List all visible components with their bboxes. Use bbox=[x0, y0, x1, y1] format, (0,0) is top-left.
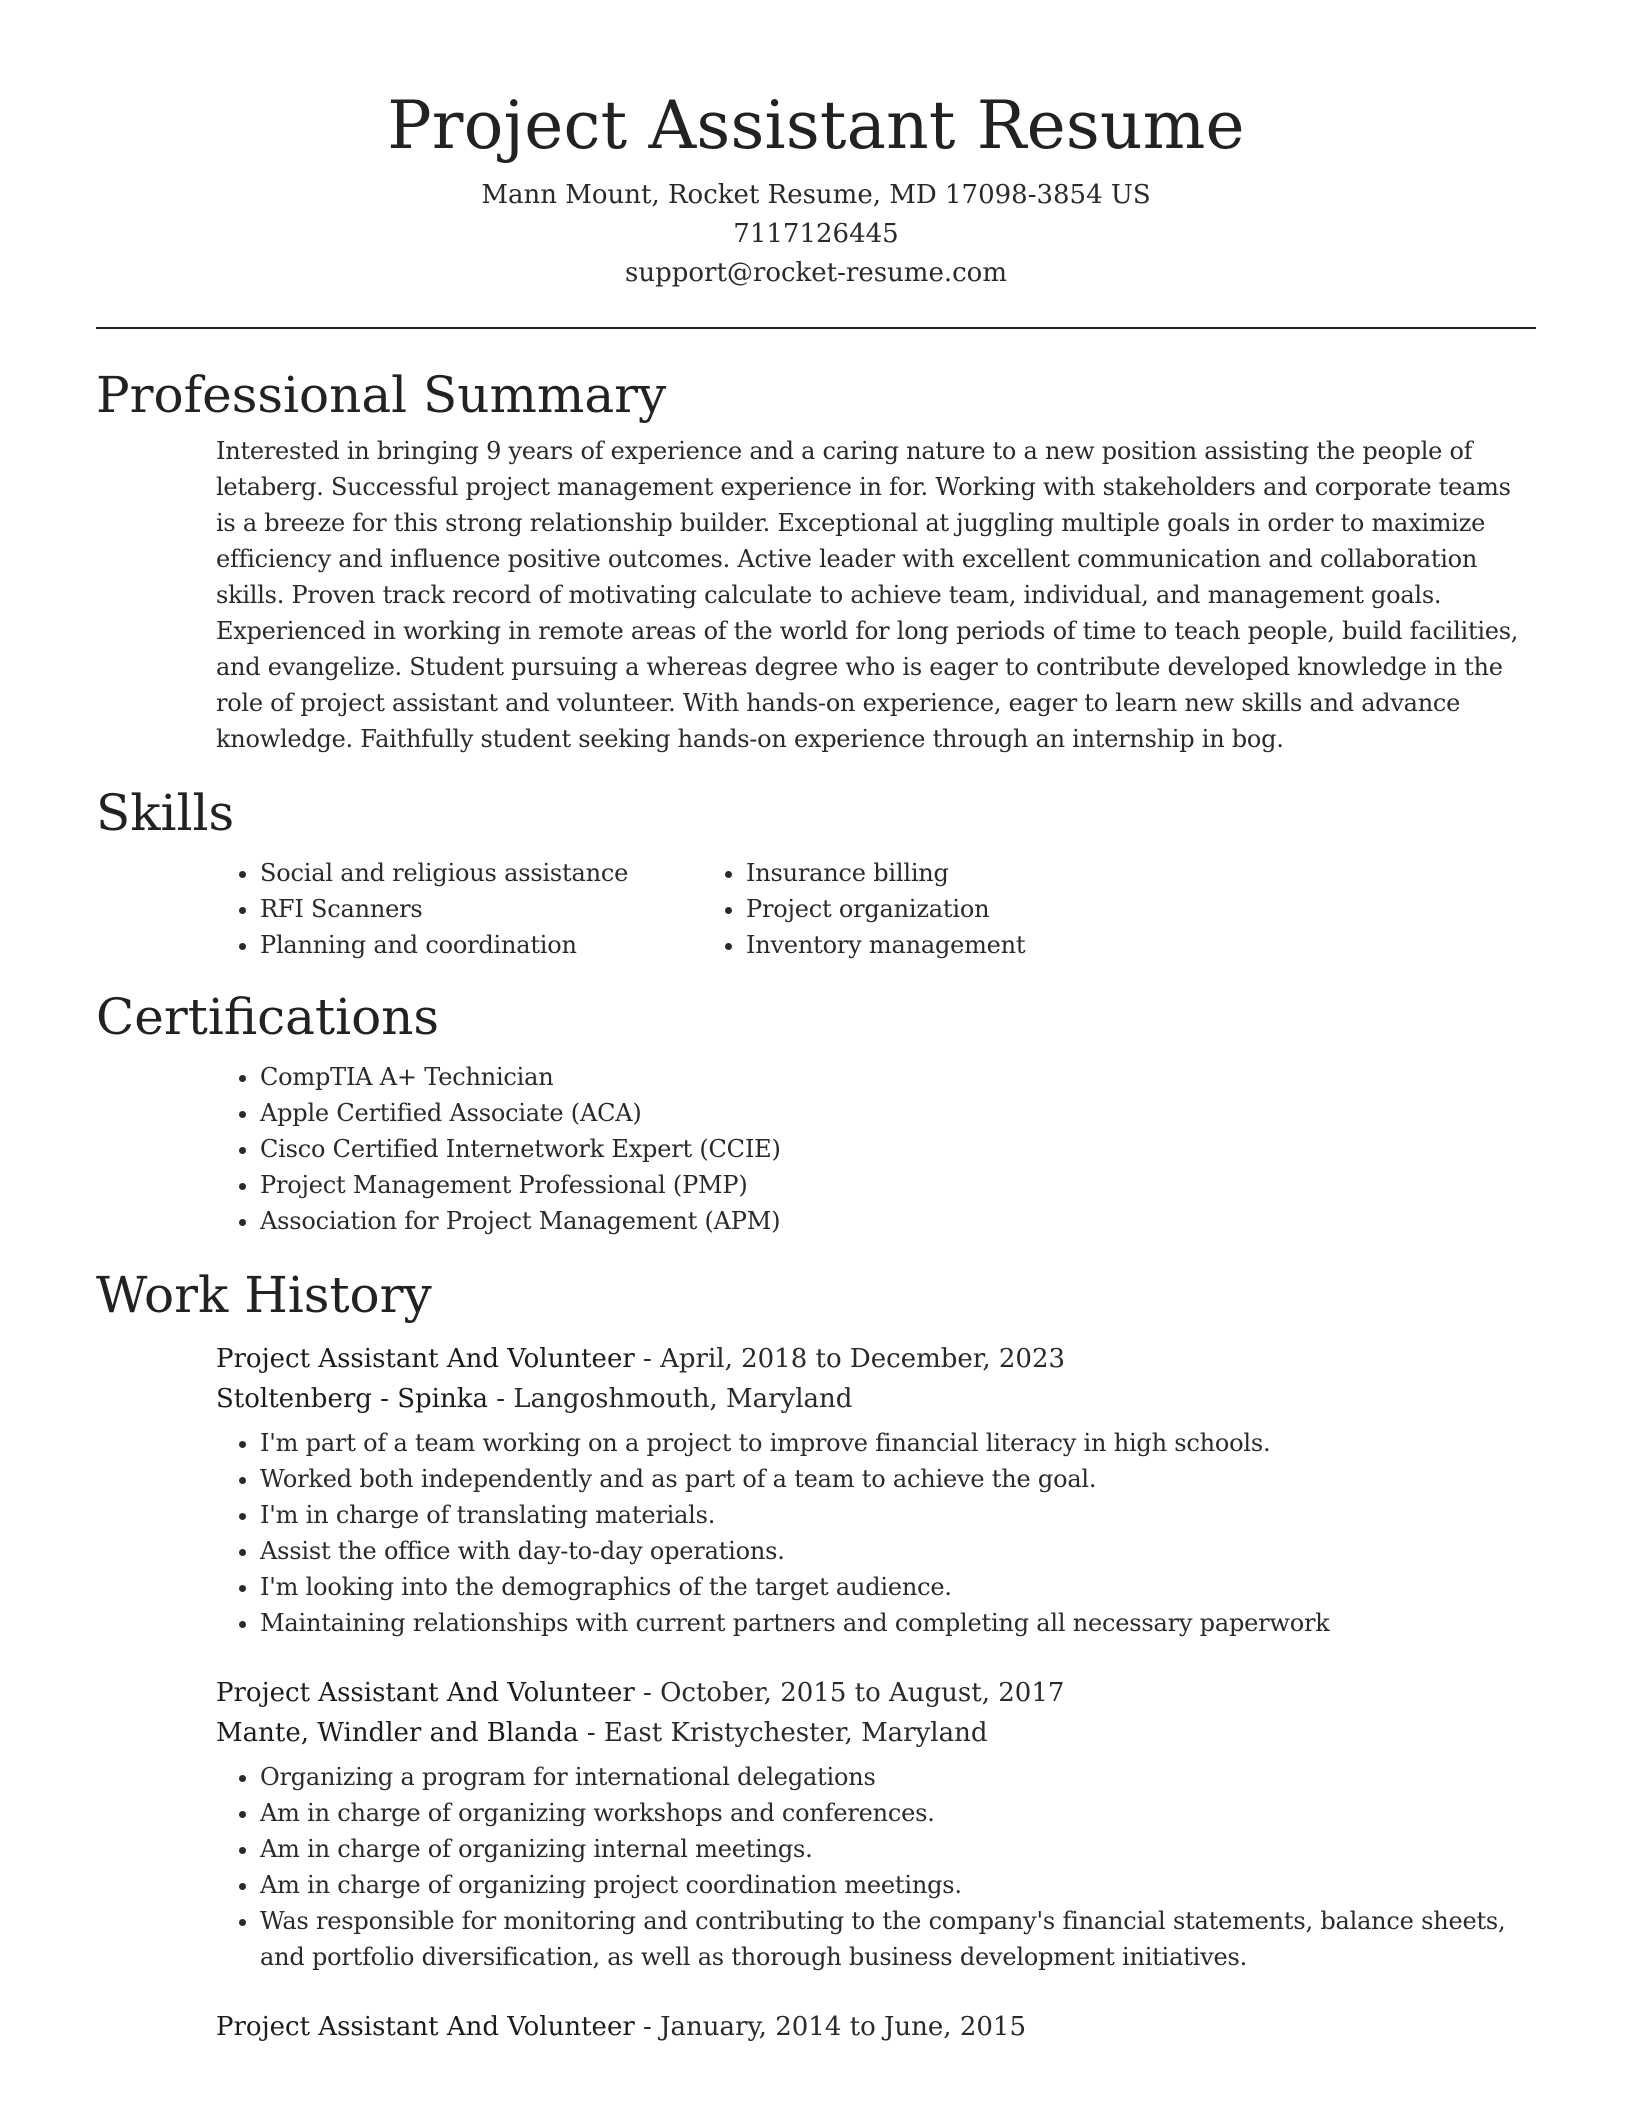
job-company: Mante, Windler and Blanda bbox=[216, 1718, 579, 1748]
job-bullet: • I'm looking into the demographics of the target audience. bbox=[260, 1569, 1536, 1605]
job-bullet: • Maintaining relationships with current partners and completing all necessary paperwork bbox=[260, 1605, 1536, 1641]
summary-heading: Professional Summary bbox=[96, 366, 667, 424]
job-company-line: Mante, Windler and Blanda - East Kristychester, Maryland bbox=[216, 1718, 988, 1748]
job-title-line: Project Assistant And Volunteer - April, 2018 to December, 2023 bbox=[216, 1344, 1066, 1374]
job-location: East Kristychester, Maryland bbox=[603, 1718, 988, 1748]
certifications-list bbox=[96, 1059, 1536, 1239]
certification-item: • CompTIA A+ Technician bbox=[260, 1059, 1536, 1095]
contact-address: Mann Mount, Rocket Resume, MD 17098-3854 US bbox=[481, 180, 1151, 210]
contact-phone: 7117126445 bbox=[733, 219, 899, 249]
header-divider bbox=[96, 327, 1536, 329]
job-entry bbox=[96, 2007, 1536, 2047]
job-title: Project Assistant And Volunteer bbox=[216, 2012, 635, 2042]
certification-item: • Association for Project Management (APM) bbox=[260, 1203, 1536, 1239]
skills-heading: Skills bbox=[96, 784, 235, 842]
job-company-line: Stoltenberg - Spinka - Langoshmouth, Maryland bbox=[216, 1384, 853, 1414]
job-bullet: • Organizing a program for international delegations bbox=[260, 1759, 1536, 1795]
certifications-heading: Certifications bbox=[96, 988, 440, 1046]
job-dates: April, 2018 to December, 2023 bbox=[660, 1344, 1066, 1374]
job-bullet: • I'm part of a team working on a project to improve financial literacy in high schools. bbox=[260, 1425, 1536, 1461]
certification-item: • Project Management Professional (PMP) bbox=[260, 1167, 1536, 1203]
job-title: Project Assistant And Volunteer bbox=[216, 1678, 635, 1708]
job-bullet: • Am in charge of organizing workshops and conferences. bbox=[260, 1795, 1536, 1831]
skills-list bbox=[96, 855, 1536, 963]
certification-item: • Apple Certified Associate (ACA) bbox=[260, 1095, 1536, 1131]
contact-email: support@rocket-resume.com bbox=[624, 258, 1007, 288]
certification-item: • Cisco Certified Internetwork Expert (CCIE) bbox=[260, 1131, 1536, 1167]
job-title-line: Project Assistant And Volunteer - January, 2014 to June, 2015 bbox=[216, 2012, 1026, 2042]
job-location: Langoshmouth, Maryland bbox=[513, 1384, 853, 1414]
job-entry bbox=[96, 1673, 1536, 1975]
resume-title: Project Assistant Resume bbox=[387, 87, 1245, 164]
job-bullet: • Am in charge of organizing project coordination meetings. bbox=[260, 1867, 1536, 1903]
job-title-line: Project Assistant And Volunteer - October, 2015 to August, 2017 bbox=[216, 1678, 1065, 1708]
job-bullet: • Am in charge of organizing internal meetings. bbox=[260, 1831, 1536, 1867]
skill-item: • Project organization bbox=[746, 891, 1396, 927]
work-history-heading: Work History bbox=[96, 1266, 432, 1324]
job-entry bbox=[96, 1339, 1536, 1641]
job-title: Project Assistant And Volunteer bbox=[216, 1344, 635, 1374]
skill-item: • RFI Scanners bbox=[260, 891, 746, 927]
skill-item: • Planning and coordination bbox=[260, 927, 746, 963]
skill-item: • Inventory management bbox=[746, 927, 1396, 963]
job-bullet: • Worked both independently and as part of a team to achieve the goal. bbox=[260, 1461, 1536, 1497]
job-dates: October, 2015 to August, 2017 bbox=[660, 1678, 1065, 1708]
resume-page bbox=[96, 0, 1536, 2047]
contact-block bbox=[96, 176, 1536, 293]
job-bullets bbox=[96, 1425, 1536, 1641]
skills-column-right bbox=[746, 855, 1396, 963]
job-bullet: • Was responsible for monitoring and contributing to the company's financial statements, balance sheets, and portfolio diversification, as well as thorough business development initiatives. bbox=[260, 1903, 1536, 1975]
job-company: Stoltenberg - Spinka bbox=[216, 1384, 488, 1414]
job-bullet: • Assist the office with day-to-day operations. bbox=[260, 1533, 1536, 1569]
summary-text: Interested in bringing 9 years of experience and a caring nature to a new position assisting the people of letaberg. Successful project management experience in for. Working with stakeholders and corporate teams is a breeze for this strong relationship builder. Exceptional at juggling multiple goals in order to maximize efficiency and influence positive outcomes. Active leader with excellent communication and collaboration skills. Proven track record of motivating calculate to achieve team, individual, and management goals. Experienced in working in remote areas of the world for long periods of time to teach people, build facilities, and evangelize. Student pursuing a whereas degree who is eager to contribute developed knowledge in the role of project assistant and volunteer. With hands-on experience, eager to learn new skills and advance knowledge. Faithfully student seeking hands-on experience through an internship in bog. bbox=[216, 437, 1519, 753]
job-bullet: • I'm in charge of translating materials. bbox=[260, 1497, 1536, 1533]
skill-item: • Social and religious assistance bbox=[260, 855, 746, 891]
skill-item: • Insurance billing bbox=[746, 855, 1396, 891]
job-bullets bbox=[96, 1759, 1536, 1975]
job-dates: January, 2014 to June, 2015 bbox=[660, 2012, 1026, 2042]
